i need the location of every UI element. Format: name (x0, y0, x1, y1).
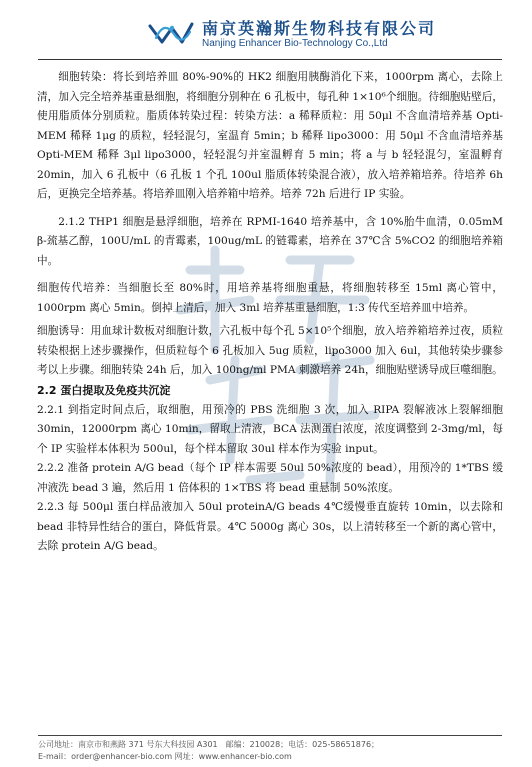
company-logo-icon (148, 16, 194, 50)
company-name-en: Nanjing Enhancer Bio-Technology Co.,Ltd (202, 38, 388, 49)
paragraph-2-2-2: 2.2.2 准备 protein A/G bead（每个 IP 样本需要 50ul 50%浓度的 bead），用预冷的 1*TBS 缓冲液洗 bead 3 遍，然后用 1 倍体积的 1×TBS 将 bead 重悬制 50%浓度。 (37, 462, 503, 494)
footer-address: 公司地址：南京市和燕路 371 号东大科技园 A301 邮编：210028；电话：025-58651876； (38, 740, 380, 749)
paragraph-cell-induction: 细胞诱导：用血球计数板对细胞计数，六孔板中每个孔 5×10⁵个细胞，放入培养箱培养过夜，质粒转染根据上述步骤操作，但质粒每个 6 孔板加入 5ug 质粒，lipo3000 加入 6ul，其他转染步骤参考以上步骤。细胞转染 24h 后，加入 100ng/ml PMA 刺激培养 24h，细胞贴壁诱导成巨噬细胞。 (37, 325, 503, 376)
company-name-cn: 南京英瀚斯生物科技有限公司 (202, 19, 437, 38)
footer-contact: E-mail：order@enhancer-bio.com 网址：www.enhancer-bio.com (38, 752, 292, 761)
header-divider (38, 59, 502, 60)
paragraph-2-2-3: 2.2.3 每 500μl 蛋白样品液加入 50ul proteinA/G beads 4℃缓慢垂直旋转 10min，以去除和 bead 非特异性结合的蛋白，降低背景。4℃ 5000g 离心 30s，以上清转移至一个新的离心管中，去除 protein A/G bead。 (37, 501, 503, 552)
paragraph-cell-transfection: 细胞转染：将长到培养皿 80%-90%的 HK2 细胞用胰酶消化下来，1000rpm 离心，去除上清，加入完全培养基重悬细胞，将细胞分别种在 6 孔板中，每孔种 1×10⁶个细胞。待细胞贴壁后，使用脂质体分别质粒。脂质体转染过程：转染方法：a 稀释质粒：用 50μl 不含血清培养基 Opti-MEM 稀释 1μg 的质粒，轻轻混匀，室温育 5min；b 稀释 lipo3000：用 50μl 不含血清培养基 Opti-MEM 稀释 3μl lipo3000，轻轻混匀并室温孵育 5 min；将 a 与 b 轻轻混匀，室温孵育 20min，加入 6 孔板中（6 孔板 1 个孔 100ul 脂质体转染混合液），放入培养箱培养。待培养 6h 后，更换完全培养基。将培养皿刚入培养箱中培养。培养 72h 后进行 IP 实验。 (37, 71, 503, 200)
paragraph-passage-culture: 细胞传代培养：当细胞长至 80%时，用培养基将细胞重悬，将细胞转移至 15ml 离心管中，1000rpm 离心 5min。倒掉上清后，加入 3ml 培养基重悬细胞，1:3 传代至培养皿中培养。 (37, 282, 503, 314)
paragraph-thp1-culture: 2.1.2 THP1 细胞是悬浮细胞，培养在 RPMI-1640 培养基中，含 10%胎牛血清，0.05mM β-巯基乙醇，100U/mL 的青霉素，100ug/mL 的链霉素，培养在 37℃含 5%CO2 的细胞培养箱中。 (37, 215, 503, 267)
paragraph-2-2-1: 2.2.1 到指定时间点后，取细胞，用预冷的 PBS 洗细胞 3 次，加入 RIPA 裂解液冰上裂解细胞 30min，12000rpm 离心 10min，留取上清液，BCA 法测蛋白浓度，浓度调整到 2-3mg/ml，每个 IP 实验样本体积为 500ul，每个样本留取 30ul 样本作为实验 input。 (37, 403, 503, 455)
page-header (0, 0, 532, 60)
page-footer (38, 739, 502, 763)
document-body (37, 68, 503, 557)
section-heading-protein-extraction: 2.2 蛋白提取及免疫共沉淀 (37, 383, 171, 397)
footer-divider (38, 735, 502, 736)
